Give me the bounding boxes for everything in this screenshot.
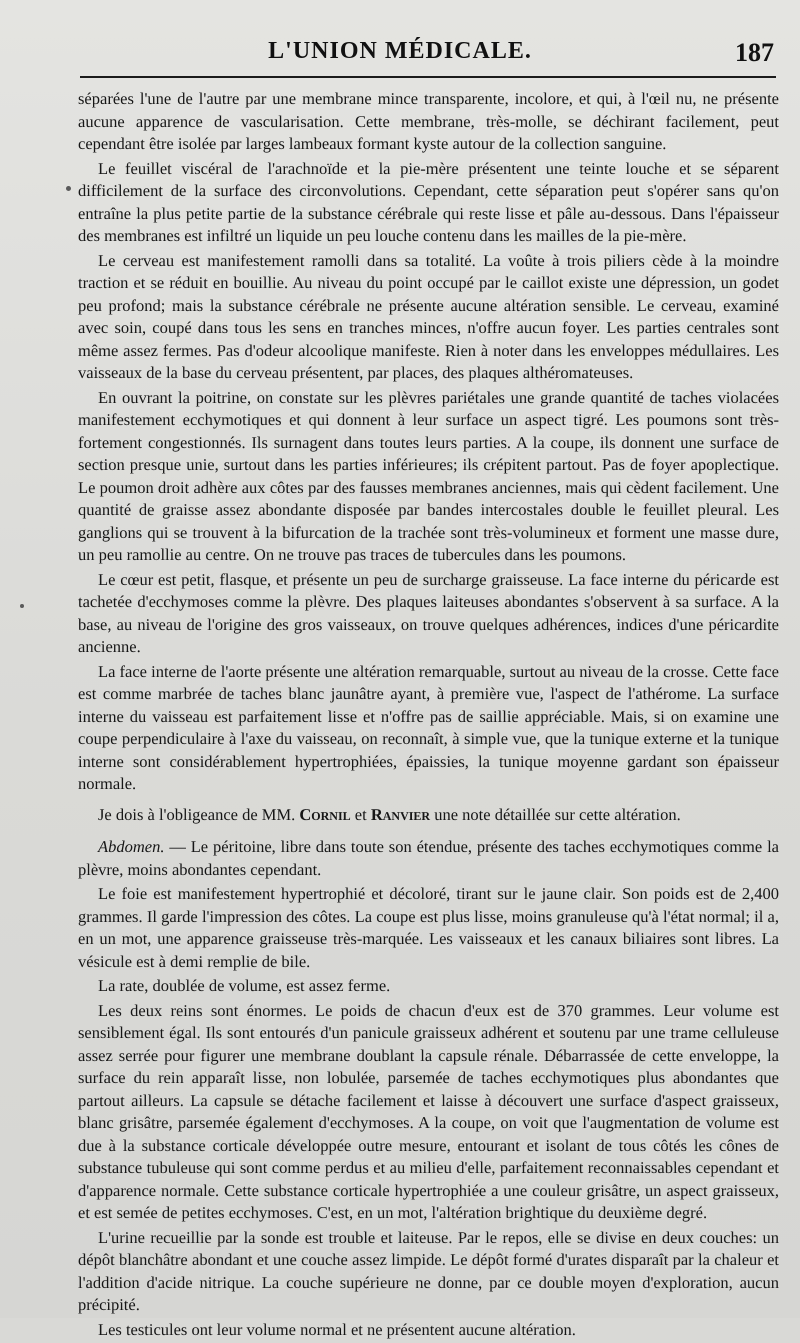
note-text-before: Je dois à l'obligeance de MM.: [98, 804, 300, 824]
author-name-ranvier: Ranvier: [370, 804, 431, 824]
paper-speck: [20, 604, 24, 608]
paragraph-aorta: La face interne de l'aorte présente une altération remarquable, surtout au niveau de la crosse. Cette face est comme marbrée de taches blanc jaunâtre ayant, à première vue, l'aspect de l'athérome. La surface interne du vaisseau est parfaitement lisse et n'offre pas de saillie appréciable. Mais, si on examine une coupe perpendiculaire à l'axe du vaisseau, on reconnaît, à simple vue, que la tunique externe et la tunique interne sont considérablement hypertrophiées, épaissies, la tunique moyenne gardant son épaisseur normale.: [78, 661, 779, 793]
paragraph-abdomen: [78, 836, 779, 881]
note-text-middle: et: [350, 804, 371, 824]
paragraph-urine: L'urine recueillie par la sonde est trouble et laiteuse. Par le repos, elle se divise en deux couches: un dépôt blanchâtre abondant et une couche assez limpide. Le dépôt formé d'urates disparaît par la chaleur et l'addition d'acide nitrique. La couche supérieure ne donne, par ce double moyen d'exploration, aucun précipité.: [78, 1227, 779, 1314]
acknowledgement-note: [78, 804, 779, 827]
note-text-after: une note détaillée sur cette altération.: [430, 804, 681, 824]
abdomen-text: — Le péritoine, libre dans toute son étendue, présente des taches ecchymotiques comme la plèvre, moins abondantes cependant.: [78, 837, 779, 879]
body-text: [78, 88, 779, 1343]
paragraph-brain: Le cerveau est manifestement ramolli dans sa totalité. La voûte à trois piliers cède à la moindre traction et se réduit en bouillie. Au niveau du point occupé par le caillot existe une dépression, un godet peu profond; mais la substance cérébrale ne présente aucune altération sensible. Le cerveau, examiné avec soin, coupé dans tous les sens en tranches minces, n'offre aucun foyer. Les parties centrales sont même assez fermes. Pas d'odeur alcoolique manifeste. Rien à noter dans les enveloppes médullaires. Les vaisseaux de la base du cerveau présentent, par places, des plaques althéromateuses.: [78, 250, 779, 382]
running-header: [0, 38, 800, 72]
paragraph-continuation: séparées l'une de l'autre par une membrane mince transparente, incolore, et qui, à l'œil nu, ne présente aucune apparence de vascularisation. Cette membrane, très-molle, se déchirant facilement, peut cependant être isolée par larges lambeaux formant kyste autour de la collection sanguine.: [78, 89, 779, 153]
author-name-cornil: Cornil: [299, 804, 351, 824]
paragraph-testicles: Les testicules ont leur volume normal et ne présentent aucune altération.: [98, 1319, 576, 1339]
paragraph-arachnoid: Le feuillet viscéral de l'arachnoïde et la pie-mère présentent une teinte louche et se séparent difficilement de la surface des circonvolutions. Cependant, cette séparation peut s'opérer sans qu'on entraîne la plus petite partie de la substance cérébrale qui reste lisse et pâle au-dessous. Dans l'épaisseur des membranes est infiltré un liquide un peu louche contenu dans les mailles de la pie-mère.: [78, 158, 779, 245]
paragraph-chest: En ouvrant la poitrine, on constate sur les plèvres pariétales une grande quantité de taches violacées manifestement ecchymotiques et qui donnent à leur surface un aspect tigré. Les poumons sont très-fortement congestionnés. Ils surnagent dans toutes leurs parties. A la coupe, ils donnent une surface de section presque unie, surtout dans les parties inférieures; ils crépitent partout. Pas de foyer apoplectique. Le poumon droit adhère aux côtes par des fausses membranes anciennes, mais qui cèdent facilement. Une quantité de graisse assez abondante disposée par bandes intercostales double le feuillet pleural. Les ganglions qui se trouvent à la bifurcation de la trachée sont très-volumineux et forment une masse dure, un peu ramollie au centre. On ne trouve pas traces de tubercules dans les poumons.: [78, 387, 779, 564]
paragraph-liver: Le foie est manifestement hypertrophié et décoloré, tirant sur le jaune clair. Son poids est de 2,400 grammes. Il garde l'impression des côtes. La coupe est plus lisse, moins granuleuse qu'à l'état normal; il a, en un mot, une apparence graisseuse très-marquée. Les vaisseaux et les canaux biliaires sont libres. La vésicule est à demi remplie de bile.: [78, 884, 779, 971]
paper-speck: [66, 186, 71, 191]
page-number: 187: [735, 38, 774, 67]
section-heading-abdomen: Abdomen.: [98, 837, 165, 856]
header-rule: [80, 76, 776, 78]
paragraph-kidneys: Les deux reins sont énormes. Le poids de chacun d'eux est de 370 grammes. Leur volume est sensiblement égal. Ils sont entourés d'un panicule graisseux adhérent et soutenu par une trame celluleuse assez serrée pour figurer une membrane doublant la capsule rénale. Débarrassée de cette enveloppe, la surface du rein apparaît lisse, non lobulée, parsemée de taches ecchymotiques plus abondantes que partout ailleurs. La capsule se détache facilement et laisse à découvert une surface d'aspect graisseux, blanc grisâtre, parsemée également d'ecchymoses. A la coupe, on voit que l'augmentation de volume est due à la substance corticale développée outre mesure, entourant et isolant de tous côtés les cônes de substance tubuleuse qui sont comme perdus et au milieu d'elle, parfaitement reconnaissables cependant et d'apparence normale. Cette substance corticale hypertrophiée a une couleur grisâtre, un aspect graisseux, et est semée de petites ecchymoses. C'est, en un mot, l'altération brightique du deuxième degré.: [78, 1000, 779, 1222]
running-title: L'UNION MÉDICALE.: [268, 38, 532, 64]
paragraph-spleen: La rate, doublée de volume, est assez ferme.: [98, 976, 391, 995]
paragraph-heart: Le cœur est petit, flasque, et présente un peu de surcharge graisseuse. La face interne du péricarde est tachetée d'ecchymoses comme la plèvre. Des plaques laiteuses abondantes s'observent à sa surface. A la base, au niveau de l'origine des gros vaisseaux, on trouve quelques adhérences, indices d'une péricardite ancienne.: [78, 569, 779, 656]
